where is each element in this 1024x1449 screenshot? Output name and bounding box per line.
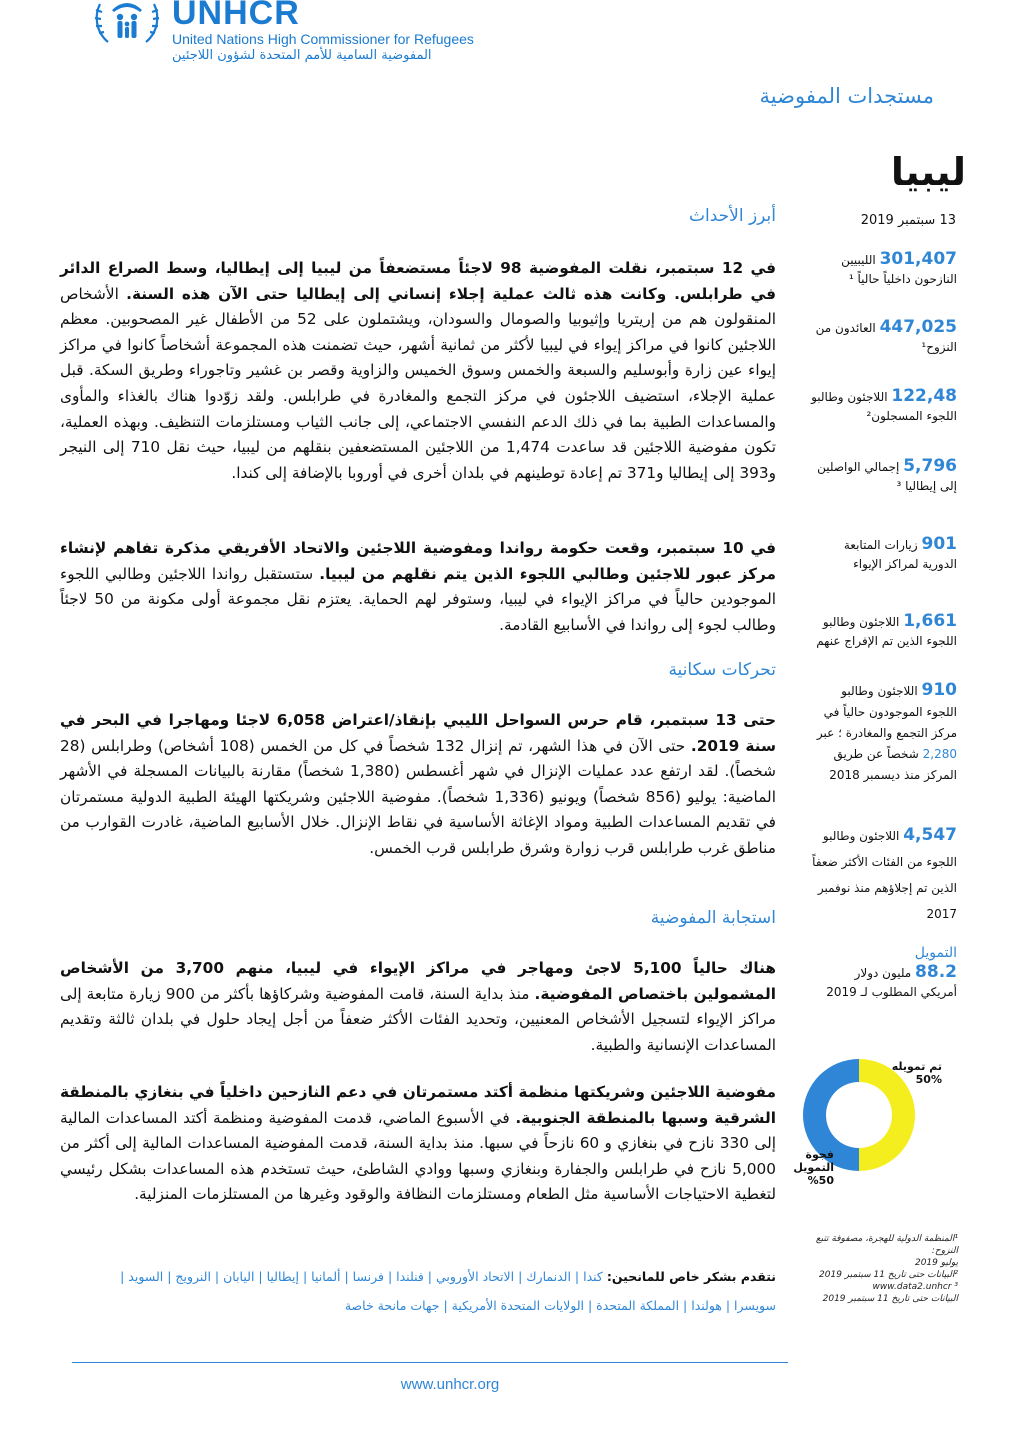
paragraph-detention <box>60 956 776 1058</box>
stat-label: اللاجئون وطالبو <box>822 615 900 629</box>
stat-label: زيارات المتابعة <box>843 538 918 552</box>
org-full-name-en: United Nations High Commissioner for Refugees <box>172 31 474 47</box>
paragraph-coast-guard-lead: حتى 13 سبتمبر، قام حرس السواحل الليبي بإنقاذ/اعتراض 6,058 لاجئا ومهاجرا في البحر في سنة 2019. <box>60 711 776 755</box>
paragraph-evacuation <box>60 256 776 486</box>
footnote-3b: البيانات حتى تاريخ 11 سبتمبر 2019 <box>822 1294 958 1304</box>
stat-label: إلى إيطاليا ³ <box>896 479 957 493</box>
paragraph-idps <box>60 1080 776 1208</box>
paragraph-coast-guard-body: حتى الآن في هذا الشهر، تم إنزال 132 شخصاً في كل من الخمس (108 أشخاص) وطرابلس (28 شخصاً). لقد ارتفع عدد عمليات الإنزال في شهر أغسطس (1,380 شخصاً) مقارنة بالبيانات المسجلة في الأشهر الماضية: يوليو (856 شخصاً) ويونيو (1,336 شخصاً). مفوضية اللاجئين وشريكتها الهيئة الطبية الدولية مستمرتان في تقديم المساعدات الطبية ومواد الإغاثة الأساسية في نقاط الإنزال. خلال الأسابيع الماضية، غادرت القوارب من مناطق غرب طرابلس قرب زوارة وشرق طرابلس قرب الخمس. <box>60 736 776 857</box>
stat-label: اللجوء الذين تم الإفراج عنهم <box>816 634 957 648</box>
gap-label-text: فجوة التمويل <box>793 1148 834 1174</box>
stat-value: 4,547 <box>903 825 957 845</box>
stat-label: مركز التجمع والمغادرة ؛ عبر <box>816 726 957 740</box>
unhcr-emblem-icon <box>92 0 162 46</box>
donors-line-1: كندا | الدنمارك | الاتحاد الأوروبي | فنلندا | فرنسا | ألمانيا | إيطاليا | اليابان | النرويج | السويد | <box>120 1269 603 1284</box>
paragraph-detention-lead: هناك حالياً 5,100 لاجئ ومهاجر في مراكز الإيواء في ليبيا، منهم 3,700 من الأشخاص المشمولين باختصاص المفوضية. <box>60 959 777 1003</box>
funding-funded-label <box>880 1060 942 1086</box>
org-full-name-ar: المفوضية السامية للأمم المتحدة لشؤون اللاجئين <box>172 48 432 63</box>
paragraph-evacuation-lead: في 12 سبتمبر، نقلت المفوضية 98 لاجئاً مستضعفاً من ليبيا إلى إيطاليا، وسط الصراع الدائر في طرابلس. وكانت هذه ثالث عملية إجلاء إنساني إلى إيطاليا حتى الآن هذه السنة. <box>60 259 776 303</box>
funded-label-text: تم تمويله <box>891 1060 942 1073</box>
funding-gap-label <box>790 1148 834 1187</box>
funding-heading: التمويل <box>914 945 957 961</box>
stat-arrivals-italy <box>805 457 957 496</box>
stat-gdf <box>805 680 957 786</box>
section-heading-highlights: أبرز الأحداث <box>688 206 776 226</box>
stat-idps <box>805 250 957 289</box>
stat-released <box>805 612 957 651</box>
paragraph-coast-guard <box>60 708 776 862</box>
paragraph-rwanda-body: ستستقبل رواندا اللاجئين وطالبي اللجوء الموجودين حالياً في مراكز الإيواء في ليبيا، وستوفر لهم الحماية. يعتزم نقل مجموعة أولى مكونة من 50 لاجئاً وطالب لجوء إلى رواندا في الأسابيع القادمة. <box>60 564 776 634</box>
stat-label: النازحون داخلياً حالياً ¹ <box>848 272 957 286</box>
footer-url-link[interactable]: www.unhcr.org <box>400 1376 500 1393</box>
stat-secondary-value: 2,280 <box>922 747 957 761</box>
stat-label: العائدون من <box>815 321 876 335</box>
stat-label: إجمالي الواصلين <box>817 460 900 474</box>
stat-label: اللاجئون وطالبو <box>841 684 918 698</box>
stat-monitoring-visits <box>805 535 957 574</box>
paragraph-rwanda <box>60 536 776 638</box>
stat-registered-refugees <box>805 387 957 426</box>
stat-evacuated <box>805 822 957 927</box>
footer-divider <box>72 1362 788 1363</box>
paragraph-detention-body: منذ بداية السنة، قامت المفوضية وشركاؤها بأكثر من 900 زيارة متابعة إلى مراكز الإيواء لتسجيل الأشخاص المعنيين، وتحديد الفئات الأكثر ضعفاً من أجل إيجاد حلول في بلدان ثالثة وتقديم المساعدات الإنسانية والطبية. <box>60 984 776 1054</box>
stat-label: اللاجئون وطالبو <box>811 390 888 404</box>
stat-label: المركز منذ ديسمبر 2018 <box>829 768 957 782</box>
gap-pct-text: %50 <box>807 1174 834 1187</box>
footnote-3: ³ www.data2.unhcr <box>872 1282 958 1292</box>
report-date: 13 سبتمبر 2019 <box>860 213 956 228</box>
funding-label: أمريكي المطلوب لـ 2019 <box>826 985 957 999</box>
paragraph-evacuation-body: الأشخاص المنقولون هم من إريتريا وإثيوبيا والصومال والسودان، ويشتملون على 52 من الأطفال غير المصحوبين. معظم اللاجئين كانوا في مراكز إيواء في ليبيا لأكثر من ثمانية أشهر، حيث تضمنت هذه المجموعة أشخاصاً كانوا في مراكز إيواء عين زارة وأبوسليم والسبعة والخمس وسوق الخميس والزاوية وقصر بن غشير وتاجوراء وطريق السكة. قبل عملية الإجلاء، استضيف اللاجئون في مركز التجمع والمغادرة في طرابلس. ولقد زوّدوا هناك بالغذاء والمأوى والمساعدات الطبية بما في ذلك الدعم النفسي الاجتماعي، إلى جانب الثياب ومستلزمات التنظيف. وبهذه العملية، تكون مفوضية اللاجئين قد ساعدت 1,474 من اللاجئين المستضعفين بنقلهم من ليبيا، حيث نقل 710 إلى النيجر و393 إلى إيطاليا و371 تم إعادة توطينهم في بلدان أخرى في أوروبا بالإضافة إلى كندا. <box>60 284 777 482</box>
paragraph-idps-lead: مفوضية اللاجئين وشريكتها منظمة أكتد مستمرتان في دعم النازحين داخلياً في بنغازي بالمنطقة الشرقية وسبها بالمنطقة الجنوبية. <box>60 1083 776 1127</box>
footnote-2: ²البيانات حتى تاريخ 11 سبتمبر 2019 <box>819 1270 958 1280</box>
stat-label: الليبيين <box>841 253 876 267</box>
section-heading-response: استجابة المفوضية <box>650 908 776 928</box>
stat-value: 901 <box>921 534 957 554</box>
stat-returnees <box>805 318 957 357</box>
stat-label: اللجوء الموجودون حالياً في <box>823 705 957 719</box>
stat-label: اللاجئون وطالبو <box>822 829 900 843</box>
stat-value: 301,407 <box>879 249 957 269</box>
funded-pct-text: 50% <box>915 1073 942 1086</box>
donors-line-2: سويسرا | هولندا | المملكة المتحدة | الولايات المتحدة الأمريكية | جهات مانحة خاصة <box>344 1298 776 1313</box>
stat-value: 1,661 <box>903 611 957 631</box>
donors-thanks <box>60 1262 776 1320</box>
paragraph-rwanda-lead: في 10 سبتمبر، وقعت حكومة رواندا ومفوضية اللاجئين والاتحاد الأفريقي مذكرة تفاهم لإنشاء مركز عبور للاجئين وطالبي اللجوء الذين يتم نقلهم من ليبيا. <box>60 539 776 583</box>
stat-label: الدورية لمراكز الإيواء <box>853 557 957 571</box>
stat-label: اللجوء من الفئات الأكثر ضعفاً <box>812 855 957 869</box>
paragraph-idps-body: في الأسبوع الماضي، قدمت المفوضية ومنظمة أكتد المساعدات المالية إلى 330 نازح في بنغازي و 60 نازحاً في سبها. منذ بداية السنة، قدمت المفوضية المساعدات المالية إلى أكثر من 5,000 نازح في طرابلس والجفارة وبنغازي وسبها ووادي الشاطئ، حيث تستخدم هذه المساعدات بشكل رئيسي لتغطية الاحتياجات الأساسية مثل الطعام ومستلزمات النظافة والوقود وغيرها من المستلزمات المنزلية. <box>60 1108 776 1204</box>
stat-value: 447,025 <box>879 317 957 337</box>
document-title: مستجدات المفوضية <box>759 84 934 108</box>
funding-block <box>805 944 957 1002</box>
footnote-1b: يوليو 2019 <box>914 1258 958 1268</box>
funding-value: 88.2 <box>915 962 957 982</box>
footnote-1: ¹المنظمة الدولية للهجرة، مصفوفة تتبع النزوح: <box>815 1234 958 1256</box>
footnotes <box>800 1233 958 1305</box>
org-short-name: UNHCR <box>172 0 300 32</box>
stat-label: النزوح¹ <box>921 340 957 354</box>
funding-unit: مليون دولار <box>854 966 912 980</box>
stat-label: الذين تم إجلاؤهم منذ نوفمبر <box>817 881 957 895</box>
country-title: ليبيا <box>890 150 966 194</box>
stat-value: 910 <box>921 680 957 700</box>
stat-value: 5,796 <box>903 456 957 476</box>
stat-label: 2017 <box>926 907 957 921</box>
donors-lead: نتقدم بشكر خاص للمانحين: <box>606 1269 776 1284</box>
stat-label: شخصاً عن طريق <box>833 747 919 761</box>
section-heading-movements: تحركات سكانية <box>668 660 776 680</box>
stat-label: اللجوء المسجلون² <box>866 409 957 423</box>
stat-value: 122,48 <box>891 386 957 406</box>
